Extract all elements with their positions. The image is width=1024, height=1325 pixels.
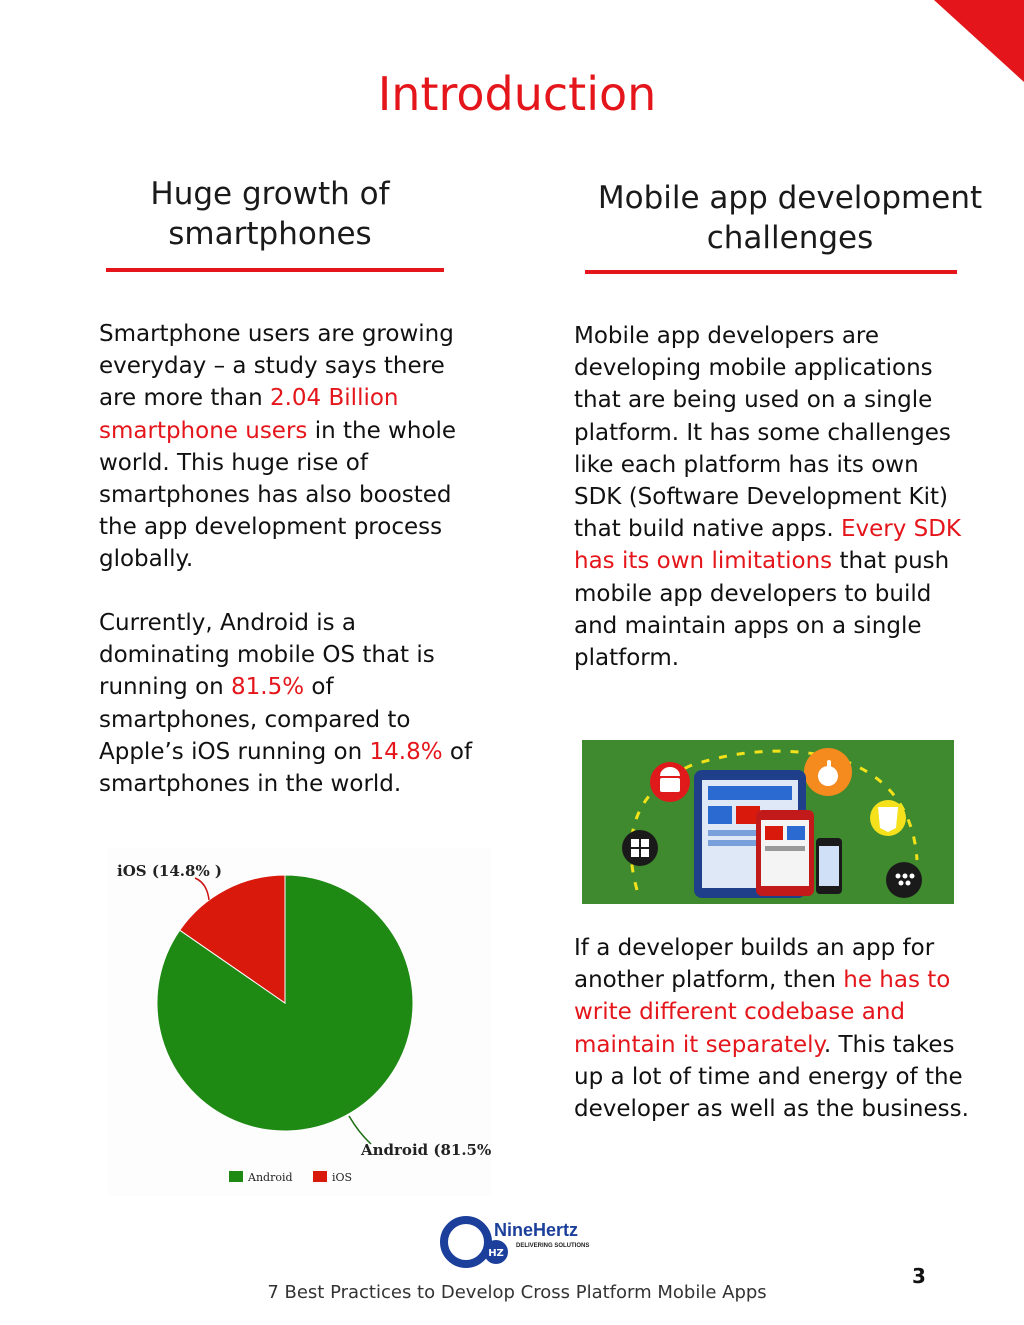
left-p2-highlight-ios: 14.8% [369,738,443,765]
right-p2-text-a: If a developer builds an app for another platform, then [574,935,935,994]
left-p2-text-a: Currently, Android is a dominating mobile OS that is running on [99,610,435,701]
blackberry-icon [886,862,922,898]
right-heading-line2: challenges [706,220,874,256]
right-p2-highlight: he has to write different codebase and maintain it separately [574,967,951,1058]
company-logo [440,1216,610,1272]
right-paragraph-2 [574,932,969,1125]
left-p2-text-c: of smartphones in the world. [99,738,473,798]
right-p1-text-a: Mobile app developers are developing mobile applications that are being used on a single platform. It has some challenges like each platform has its own SDK (Software Development Kit) that build native apps. [574,323,951,543]
logo-tagline: DELIVERING SOLUTIONS [516,1243,590,1249]
left-p2-text-b: of smartphones, compared to Apple’s iOS running on [99,674,411,765]
apple-icon [804,748,852,796]
pie-chart-svg [107,848,491,1196]
footer-title: 7 Best Practices to Develop Cross Platform Mobile Apps [267,1282,767,1303]
android-annotation: Android (81.5% ) [361,1141,491,1159]
logo-brand-text: NineHertz [494,1220,579,1240]
right-p1-highlight: Every SDK has its own limitations [574,516,962,575]
left-heading-line2: smartphones [168,216,372,252]
illustration-svg [582,740,954,904]
android-leader-line [349,1116,371,1144]
legend-swatch-android [229,1171,243,1182]
right-paragraph-1 [574,320,969,674]
legend-label-android: Android [248,1171,293,1184]
legend-swatch-ios [313,1171,327,1182]
left-p1-text-a: Smartphone users are growing everyday – a study says there are more than [99,321,454,412]
android-icon [650,762,690,802]
logo-ring [444,1220,488,1264]
legend-label-ios: iOS [332,1171,353,1184]
ios-leader-line [195,878,209,900]
left-p1-highlight: 2.04 Billion smartphone users [99,385,399,444]
cross-platform-illustration [582,740,954,904]
ios-annotation: iOS (14.8% ) [117,862,223,880]
left-paragraph-1 [99,318,484,576]
left-p1-text-b: in the whole world. This huge rise of smartphones has also boosted the app development process globally. [99,417,457,573]
windows-icon [622,830,658,866]
logo-badge-text: HZ [488,1248,504,1259]
html5-icon [870,800,906,836]
right-heading-line1: Mobile app development [597,180,983,216]
left-column-heading [80,174,460,254]
left-paragraph-2 [99,607,489,800]
phone-icon [756,810,842,896]
right-column-heading [590,178,990,258]
left-heading-line1: Huge growth of [150,176,390,212]
pie-chart [107,848,491,1196]
right-heading-rule [585,270,957,274]
page-title: Introduction [377,67,657,121]
left-p2-highlight-android: 81.5% [231,674,305,701]
right-p1-text-b: that push mobile app developers to build and maintain apps on a single platform. [574,548,950,672]
page-number: 3 [912,1264,926,1288]
left-heading-rule [106,268,444,272]
logo-svg [440,1216,610,1272]
right-p2-text-b: . This takes up a lot of time and energy of the developer as well as the business. [574,1031,969,1123]
